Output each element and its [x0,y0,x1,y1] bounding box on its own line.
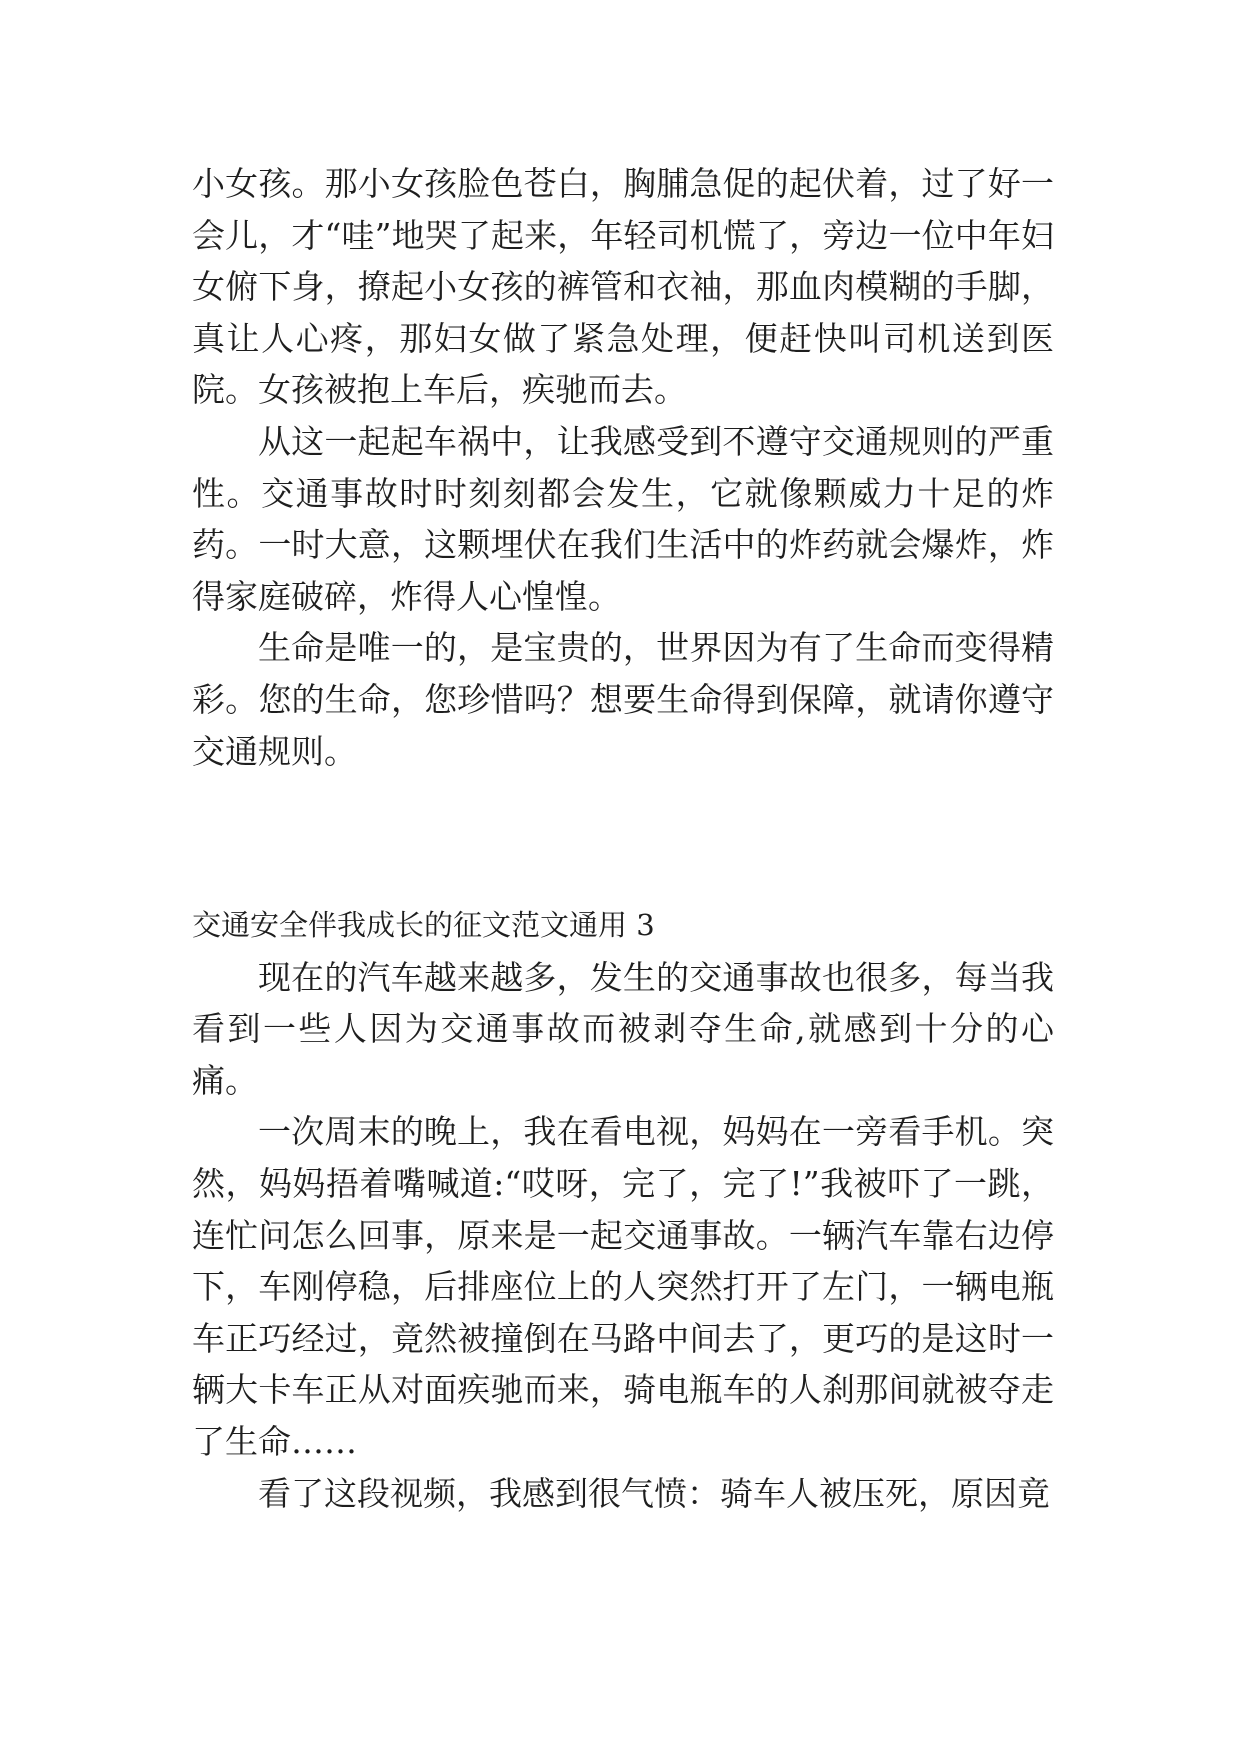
paragraph: 一次周末的晚上，我在看电视，妈妈在一旁看手机。突然，妈妈捂着嘴喊道:“哎呀，完了，完了!”我被吓了一跳，连忙问怎么回事，原来是一起交通事故。一辆汽车靠右边停下，车刚停稳，后排座位上的人突然打开了左门，一辆电瓶车正巧经过，竟然被撞倒在马路中间去了，更巧的是这时一辆大卡车正从对面疾驰而来，骑电瓶车的人刹那间就被夺走了生命…… [192,1112,1054,1461]
section-one [192,158,1054,777]
section-heading: 交通安全伴我成长的征文范文通用 3 [192,908,655,942]
paragraph: 生命是唯一的，是宝贵的，世界因为有了生命而变得精彩。您的生命，您珍惜吗？想要生命得到保障，就请你遵守交通规则。 [192,628,1054,771]
paragraph: 从这一起起车祸中，让我感受到不遵守交通规则的严重性。交通事故时时刻刻都会发生，它就像颗威力十足的炸药。一时大意，这颗埋伏在我们生活中的炸药就会爆炸，炸得家庭破碎，炸得人心惶惶。 [192,421,1054,616]
paragraph-continuation: 小女孩。那小女孩脸色苍白，胸脯急促的起伏着，过了好一会儿，才“哇”地哭了起来，年轻司机慌了，旁边一位中年妇女俯下身，撩起小女孩的裤管和衣袖，那血肉模糊的手脚，真让人心疼，那妇女做了紧急处理，便赶快叫司机送到医院。女孩被抱上车后，疾驰而去。 [192,164,1054,410]
section-two [192,900,1054,1519]
paragraph: 现在的汽车越来越多，发生的交通事故也很多，每当我看到一些人因为交通事故而被剥夺生命,就感到十分的心痛。 [192,957,1054,1100]
paragraph: 看了这段视频，我感到很气愤：骑车人被压死，原因竟 [258,1473,1050,1513]
